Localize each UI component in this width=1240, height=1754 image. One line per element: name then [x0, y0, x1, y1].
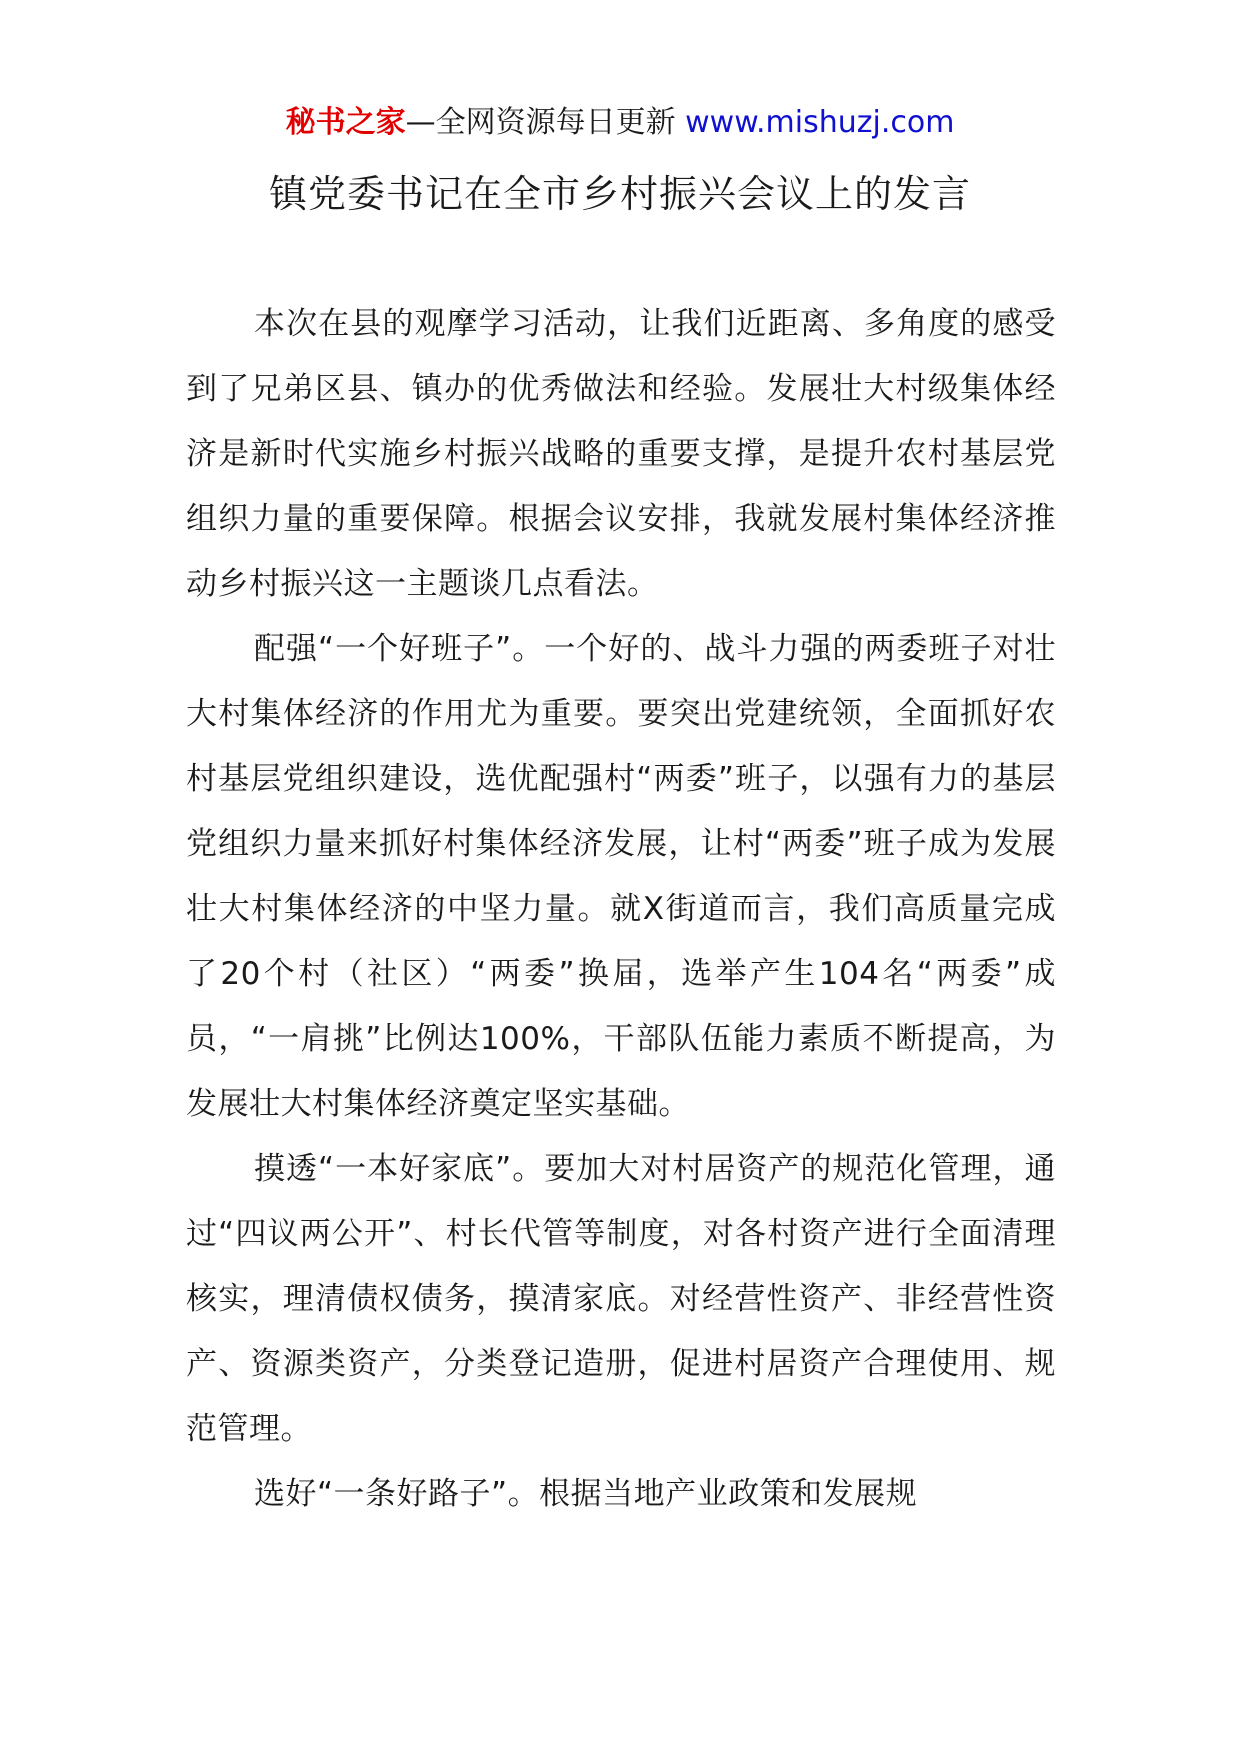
document-body: [186, 292, 1056, 1527]
paragraph-path: 选好“一条好路子”。根据当地产业政策和发展规: [254, 1476, 918, 1512]
brand-name: 秘书之家: [285, 105, 406, 140]
site-header: [0, 103, 1240, 143]
paragraph-intro: 本次在县的观摩学习活动，让我们近距离、多角度的感受到了兄弟区县、镇办的优秀做法和经验。发展壮大村级集体经济是新时代实施乡村振兴战略的重要支撑，是提升农村基层党组织力量的重要保障。根据会议安排，我就发展村集体经济推动乡村振兴这一主题谈几点看法。: [186, 306, 1056, 602]
site-slogan: —全网资源每日更新: [405, 105, 686, 140]
paragraph-team: 配强“一个好班子”。一个好的、战斗力强的两委班子对壮大村集体经济的作用尤为重要。要突出党建统领，全面抓好农村基层党组织建设，选优配强村“两委”班子，以强有力的基层党组织力量来抓好村集体经济发展，让村“两委”班子成为发展壮大村集体经济的中坚力量。就X街道而言，我们高质量完成了20个村（社区）“两委”换届，选举产生104名“两委”成员，“一肩挑”比例达100%，干部队伍能力素质不断提高，为发展壮大村集体经济奠定坚实基础。: [186, 631, 1056, 1122]
paragraph-assets: 摸透“一本好家底”。要加大对村居资产的规范化管理，通过“四议两公开”、村长代管等制度，对各村资产进行全面清理核实，理清债权债务，摸清家底。对经营性资产、非经营性资产、资源类资产，分类登记造册，促进村居资产合理使用、规范管理。: [186, 1151, 1056, 1447]
document-title: 镇党委书记在全市乡村振兴会议上的发言: [268, 172, 971, 216]
site-url[interactable]: www.mishuzj.com: [685, 105, 955, 140]
